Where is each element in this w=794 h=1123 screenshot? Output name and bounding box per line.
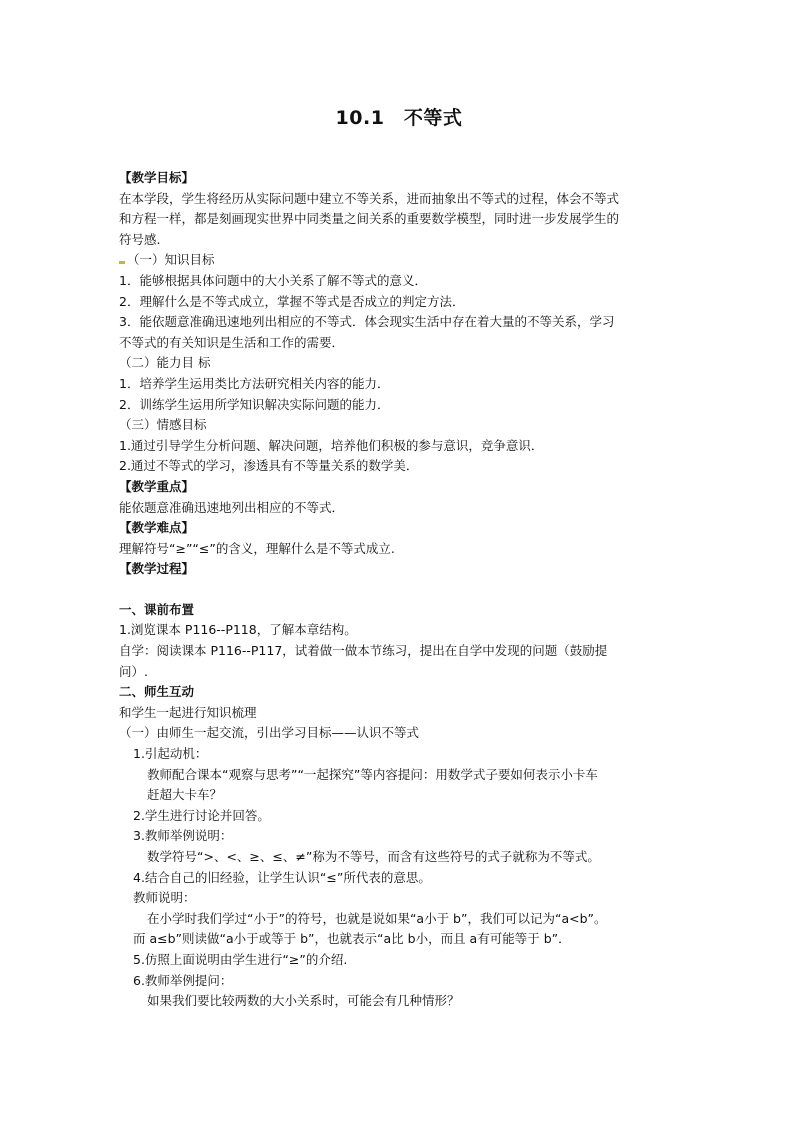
paragraph-line: 理解符号“≥”“≤”的含义，理解什么是不等式成立. xyxy=(119,540,395,556)
paragraph-line: 教师说明： xyxy=(133,890,196,906)
list-item: 1．能够根据具体问题中的大小关系了解不等式的意义． xyxy=(119,272,427,288)
paragraph-line: 赶超大卡车？ xyxy=(147,787,223,803)
heading-pre-class: 一、课前布置 xyxy=(119,601,195,617)
section-heading-objectives: 【教学目标】 xyxy=(119,170,195,185)
list-item: 2．理解什么是不等式成立，掌握不等式是否成立的判定方法． xyxy=(119,293,465,309)
paragraph-line: 符号感. xyxy=(119,231,161,247)
list-item: 3.教师举例说明： xyxy=(133,828,233,844)
heading-interaction: 二、师生互动 xyxy=(119,684,195,700)
section-heading-process: 【教学过程】 xyxy=(119,561,195,577)
list-item: 3．能依题意准确迅速地列出相应的不等式．体会现实生活中存在着大量的不等关系，学习 xyxy=(119,314,615,330)
page-title: 10.1 不等式 xyxy=(335,107,463,129)
paragraph-line: 和学生一起进行知识梳理 xyxy=(119,704,257,720)
subheading-ability: （二）能力目 标 xyxy=(119,355,211,371)
paragraph-line: 数学符号“>、<、≥、≤、≠”称为不等号，而含有这些符号的式子就称为不等式。 xyxy=(147,849,600,864)
paragraph-line: 在本学段，学生将经历从实际问题中建立不等关系，进而抽象出不等式的过程，体会不等式 xyxy=(119,190,620,206)
list-item: 4.结合自己的旧经验，让学生认识“≤”所代表的意思。 xyxy=(133,869,431,885)
subheading-text: （一）知识目标 xyxy=(127,252,215,268)
section-heading-difficulties: 【教学难点】 xyxy=(119,520,195,536)
section-heading-key-points: 【教学重点】 xyxy=(119,478,195,494)
paragraph-line: 教师配合课本“观察与思考”“一起探究”等内容提问：用数学式子要如何表示小卡车 xyxy=(147,766,598,782)
paragraph-line: 在小学时我们学过“小于”的符号，也就是说如果“a小于 b”，我们可以记为“a<b”。 xyxy=(147,910,607,926)
paragraph-line: 而 a≤b”则读做“a小于或等于 b”，也就表示“a比 b小，而且 a有可能等于 b”． xyxy=(133,931,571,947)
list-item: 2.通过不等式的学习，渗透具有不等量关系的数学美． xyxy=(119,458,419,474)
spacer xyxy=(119,580,679,600)
list-item: 2.学生进行讨论并回答。 xyxy=(133,807,270,823)
list-item-continued: 不等式的有关知识是生活和工作的需要． xyxy=(119,334,345,350)
list-item: 5.仿照上面说明由学生进行“≥”的介绍. xyxy=(133,951,348,967)
subheading-knowledge xyxy=(119,250,679,271)
list-item: 1.引起动机： xyxy=(133,746,208,762)
list-item: 6.教师举例提问： xyxy=(133,972,233,988)
paragraph-line: 如果我们要比较两数的大小关系时，可能会有几种情形？ xyxy=(147,993,460,1009)
paragraph-line: 问）. xyxy=(119,663,148,679)
list-item: 1.浏览课本 P116--P118，了解本章结构。 xyxy=(119,622,357,638)
paragraph-line: 能依题意准确迅速地列出相应的不等式． xyxy=(119,499,345,515)
list-item: 2．训练学生运用所学知识解决实际问题的能力． xyxy=(119,396,390,412)
document-page xyxy=(119,104,679,1012)
paragraph-line: 自学：阅读课本 P116--P117，试着做一做本节练习，提出在自学中发现的问题（鼓励提 xyxy=(119,643,608,659)
subheading-emotion: （三）情感目标 xyxy=(119,417,207,433)
list-item: 1.通过引导学生分析问题、解决问题，培养他们积极的参与意识，竞争意识． xyxy=(119,437,544,453)
paragraph-line: 和方程一样，都是刻画现实世界中同类量之间关系的重要数学模型，同时进一步发展学生的 xyxy=(119,211,620,227)
list-item: 1．培养学生运用类比方法研究相关内容的能力． xyxy=(119,375,390,391)
highlight-mark xyxy=(119,261,125,264)
subheading-line: （一）由师生一起交流，引出学习目标——认识不等式 xyxy=(119,725,420,741)
